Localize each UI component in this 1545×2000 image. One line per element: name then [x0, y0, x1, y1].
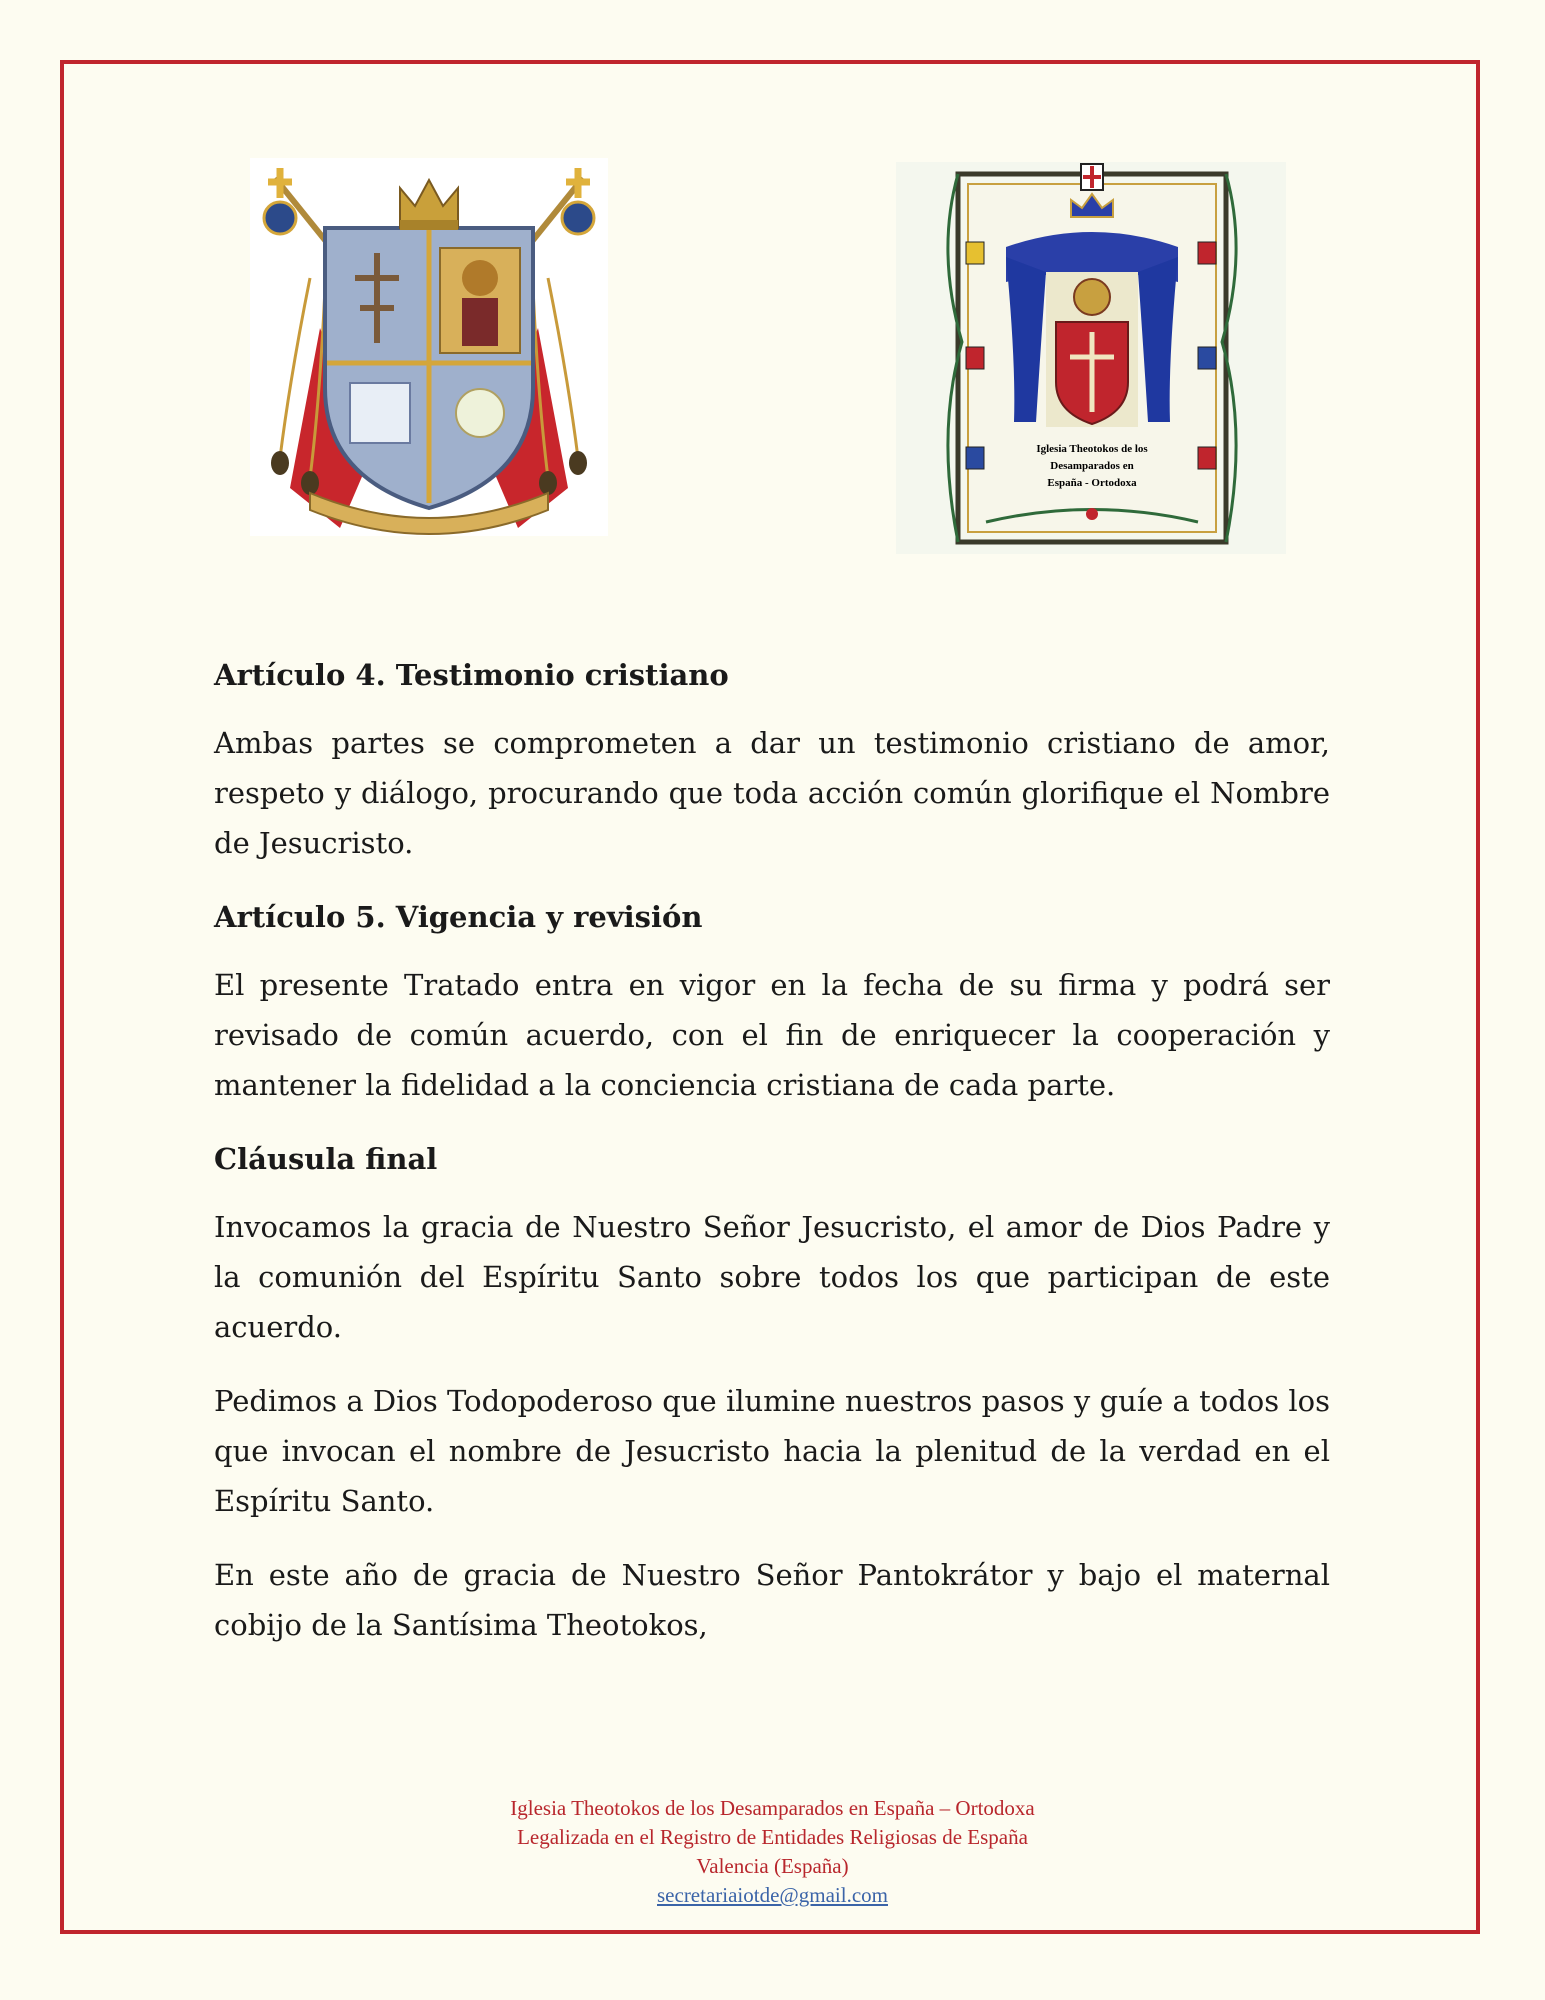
- section-paragraph: El presente Tratado entra en vigor en la fecha de su firma y podrá ser revisado de común acuerdo, con el fin de enriquecer la cooperación y mantener la fidelidad a la conciencia cristiana de cada parte.: [214, 968, 1330, 1102]
- section-paragraph: Ambas partes se comprometen a dar un testimonio cristiano de amor, respeto y diálogo, procurando que toda acción común glorifique el Nombre de Jesucristo.: [214, 726, 1330, 860]
- section-paragraph: Pedimos a Dios Todopoderoso que ilumine nuestros pasos y guíe a todos los que invocan el nombre de Jesucristo hacia la plenitud de la verdad en el Espíritu Santo.: [214, 1384, 1330, 1518]
- section-heading-article-4: Artículo 4. Testimonio cristiano: [214, 658, 729, 692]
- footer: [0, 1794, 1545, 1910]
- section-heading-final-clause: Cláusula final: [214, 1142, 438, 1176]
- coat-of-arms-shield: [250, 158, 608, 536]
- footer-church-name: Iglesia Theotokos de los Desamparados en España – Ortodoxa: [510, 1796, 1035, 1820]
- emblem-caption-line-1: Iglesia Theotokos de los: [1036, 443, 1148, 455]
- emblem-caption-line-3: España - Ortodoxa: [1047, 477, 1137, 489]
- footer-email-link[interactable]: secretariaiotde@gmail.com: [657, 1883, 888, 1907]
- document-body: [214, 650, 1330, 1674]
- illuminated-coat-of-arms-graphic: [896, 162, 1286, 554]
- footer-location: Valencia (España): [696, 1854, 849, 1878]
- illuminated-coat-of-arms: [896, 162, 1286, 554]
- section-paragraph: En este año de gracia de Nuestro Señor Pantokrátor y bajo el maternal cobijo de la Santísima Theotokos,: [214, 1558, 1330, 1642]
- emblem-caption-line-2: Desamparados en: [1050, 460, 1134, 472]
- footer-registration: Legalizada en el Registro de Entidades Religiosas de España: [517, 1825, 1028, 1849]
- section-paragraph: Invocamos la gracia de Nuestro Señor Jesucristo, el amor de Dios Padre y la comunión del Espíritu Santo sobre todos los que participan de este acuerdo.: [214, 1210, 1330, 1344]
- coat-of-arms-shield-graphic: [250, 158, 608, 536]
- section-heading-article-5: Artículo 5. Vigencia y revisión: [214, 900, 703, 934]
